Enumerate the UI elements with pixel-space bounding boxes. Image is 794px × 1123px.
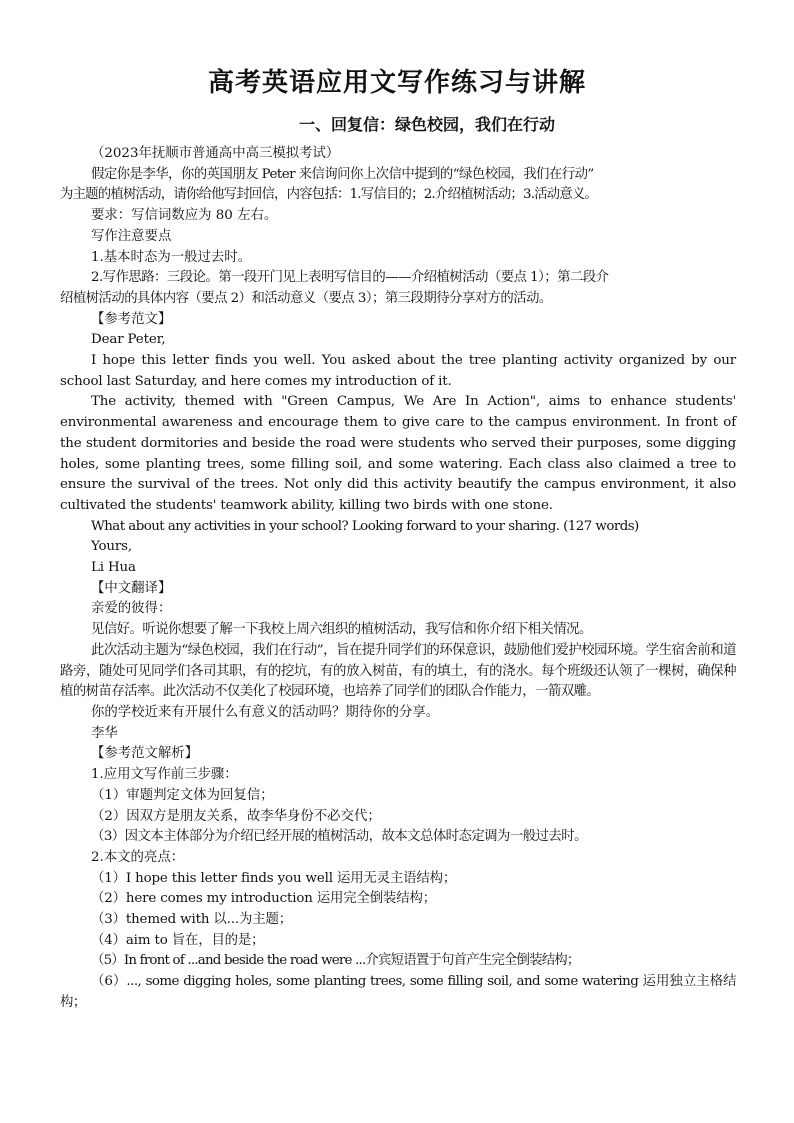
analysis-highlight-item: （5）In front of ...and beside the road were ...介宾短语置于句首产生完全倒装结构； [91,953,580,969]
analysis-highlight-item: （2）here comes my introduction 运用完全倒装结构； [91,891,436,907]
model-closing: Yours, [91,539,132,555]
translation-signature: 李华 [91,725,118,741]
analysis-step-1-item: （2）因双方是朋友关系，故李华身份不必交代； [91,808,381,824]
model-paragraph-2: The activity, themed with "Green Campus, We Are In Action", aims to enhance students' environmental awareness and encourage them to give care to the campus environment. In front of the student dormitories and beside the road were students who served their purposes, some digging holes, some planting trees, some filling soil, and some watering. Each class also claimed a tree to ensure the survival of the trees. Not only did this activity beautify the campus environment, it also cultivated the students' teamwork ability, killing two birds with one stone. [60,394,736,513]
model-paragraph-3: What about any activities in your school? Looking forward to your sharing. (127 words) [91,518,639,534]
model-greeting: Dear Peter, [91,332,166,348]
analysis-step-1-title: 1.应用文写作前三步骤： [91,767,238,783]
model-paragraph-1: I hope this letter finds you well. You asked about the tree planting activity organized by our school last Saturday, and here comes my introduction of it. [60,353,736,389]
analysis-step-2-title: 2.本文的亮点： [91,849,185,865]
section-subtitle: 一、回复信：绿色校园，我们在行动 [298,115,555,134]
notes-heading: 写作注意要点 [91,228,172,244]
translation-paragraph-3: 你的学校近来有开展什么有意义的活动吗？期待你的分享。 [91,704,440,720]
prompt-line-1: 假定你是李华，你的英国朋友 Peter 来信询问你上次信中提到的“绿色校园，我们在行动” [91,166,594,182]
analysis-highlight-item: （4）aim to 旨在，目的是； [91,932,265,948]
translation-heading: 【中文翻译】 [91,580,172,596]
analysis-highlight-item: （3）themed with 以...为主题； [91,912,292,928]
note-2-line-2: 绍植树活动的具体内容（要点 2）和活动意义（要点 3）；第三段期待分享对方的活动。 [60,290,552,306]
analysis-step-1-item: （1）审题判定文体为回复信； [91,787,274,803]
translation-paragraph-2: 此次活动主题为“绿色校园，我们在行动”，旨在提升同学们的环保意识，鼓励他们爱护校园环境。学生宿舍前和道路旁，随处可见同学们各司其职，有的挖坑，有的放入树苗，有的填土，有的浇水。每个班级还认领了一棵树，确保种植的树苗存活率。此次活动不仅美化了校园环境，也培养了同学们的团队合作能力，一箭双雕。 [60,642,736,700]
document-body [60,144,736,1014]
prompt-requirement: 要求：写信词数应为 80 左右。 [91,208,278,224]
document-title: 高考英语应用文写作练习与讲解 [207,68,586,98]
prompt-line-2: 为主题的植树活动，请你给他写封回信，内容包括：1.写信目的；2.介绍植树活动；3.活动意义。 [60,187,598,203]
model-signature: Li Hua [91,560,136,576]
translation-paragraph-1: 见信好。听说你想要了解一下我校上周六组织的植树活动，我写信和你介绍下相关情况。 [91,622,592,638]
analysis-step-1-item: （3）因文本主体部分为介绍已经开展的植树活动，故本文总体时态定调为一般过去时。 [91,829,587,845]
analysis-heading: 【参考范文解析】 [91,746,199,762]
note-2-line-1: 2.写作思路：三段论。第一段开门见上表明写信目的——介绍植树活动（要点 1）；第二段介 [91,270,609,286]
analysis-highlight-item: （1）I hope this letter finds you well 运用无灵主语结构； [91,870,457,886]
note-1: 1.基本时态为一般过去时。 [91,249,252,265]
exam-source: （2023年抚顺市普通高中高三模拟考试） [91,146,340,161]
model-heading: 【参考范文】 [91,311,172,327]
translation-greeting: 亲爱的彼得： [91,601,172,617]
analysis-highlight-item: （6）..., some digging holes, some planting trees, some filling soil, and some watering 运用独立主格结构； [60,974,736,1010]
